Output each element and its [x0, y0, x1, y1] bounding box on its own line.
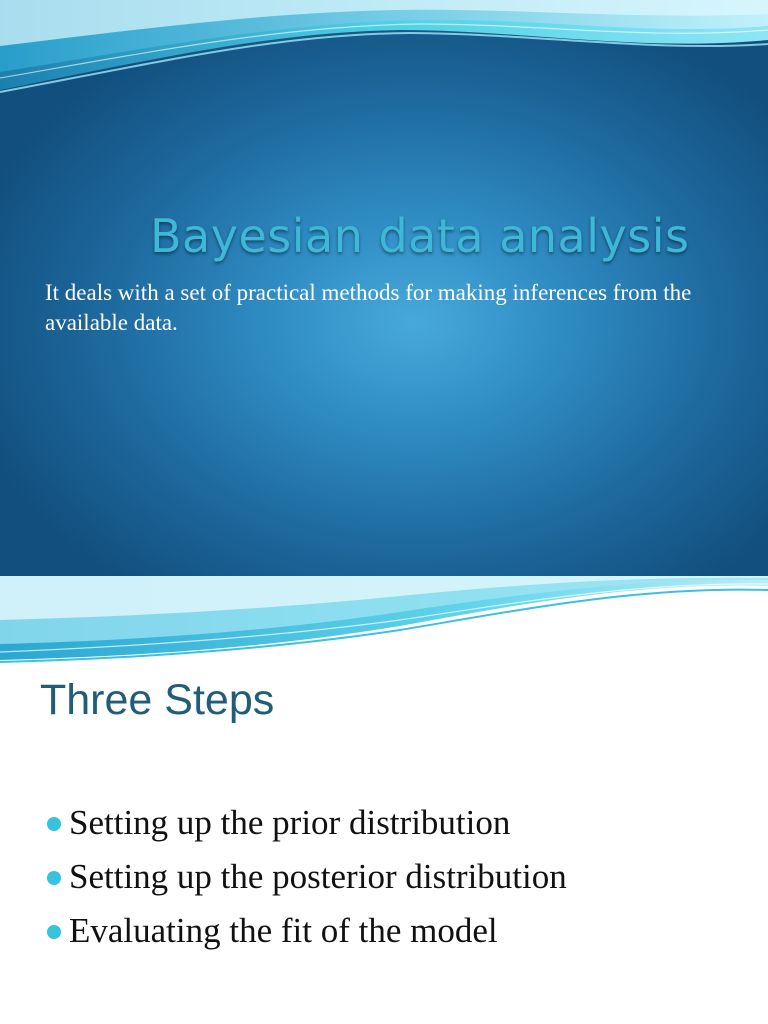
slide-subtitle: It deals with a set of practical methods for making inferences from the available data. [45, 280, 692, 335]
top-wave-decoration [0, 0, 768, 100]
step-text: Evaluating the fit of the model [69, 911, 498, 950]
list-item [44, 906, 567, 960]
bullet-icon [47, 817, 61, 831]
slide-heading: Three Steps [40, 676, 275, 724]
bullet-icon [47, 925, 61, 939]
list-item [44, 852, 567, 906]
top-wave-decoration [0, 576, 768, 666]
slide-title-heading: Bayesian data analysis [150, 209, 690, 263]
list-item [44, 798, 567, 852]
step-text: Setting up the prior distribution [69, 803, 511, 842]
steps-list [44, 798, 567, 960]
step-text: Setting up the posterior distribution [69, 857, 567, 896]
bullet-icon [47, 871, 61, 885]
slide-three-steps [0, 576, 768, 1024]
